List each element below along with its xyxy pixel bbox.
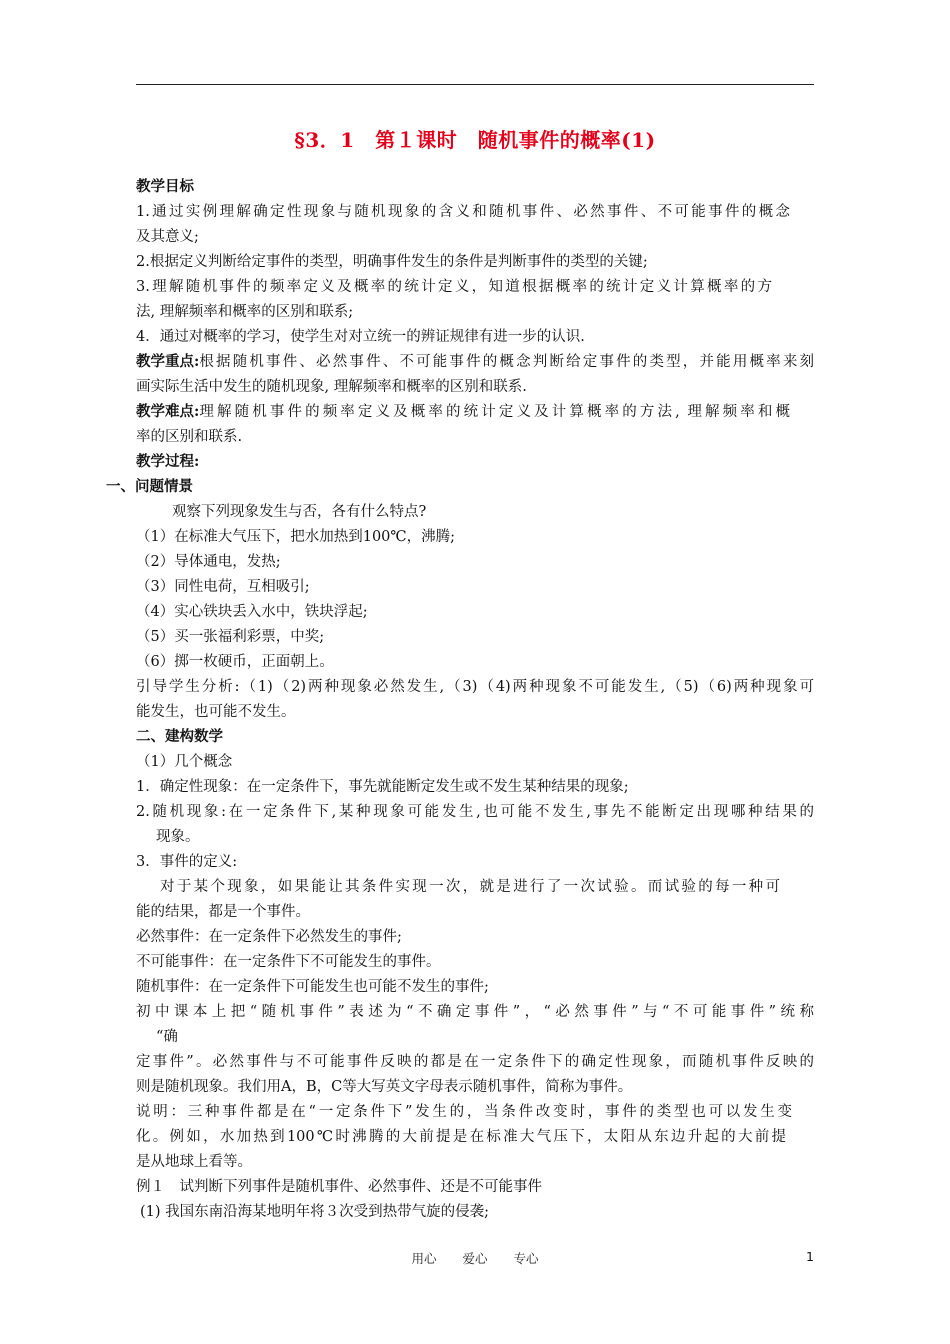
event-def-line-1: 对于某个现象，如果能让其条件实现一次，就是进行了一次试验。而试验的每一种可 <box>160 879 780 895</box>
junior-line-2: “确 <box>156 1029 178 1045</box>
process-heading: 教学过程: <box>136 453 200 470</box>
section-1-intro: 观察下列现象发生与否，各有什么特点? <box>172 504 427 520</box>
focus-line-1 <box>136 353 814 371</box>
phenomenon-3: （3）同性电荷，互相吸引; <box>136 579 310 595</box>
phenomenon-2: （2）导体通电，发热; <box>136 554 281 570</box>
difficulty-line-2: 率的区别和联系. <box>136 429 243 445</box>
concepts-subheading: （1）几个概念 <box>136 754 233 770</box>
goal-2: 2.根据定义判断给定事件的类型，明确事件发生的条件是判断事件的类型的关键; <box>136 254 648 270</box>
phenomenon-4: （4）实心铁块丢入水中，铁块浮起; <box>136 604 368 620</box>
header-rule <box>136 84 814 85</box>
goals-heading: 教学目标 <box>136 178 194 195</box>
focus-line-2: 画实际生活中发生的随机现象, 理解频率和概率的区别和联系. <box>136 379 527 395</box>
guide-line-2: 能发生，也可能不发生。 <box>136 704 296 720</box>
concept-deterministic: 1．确定性现象：在一定条件下，事先就能断定发生或不发生某种结果的现象; <box>136 779 629 795</box>
concept-random-line-2: 现象。 <box>156 829 200 845</box>
goal-1-line-2: 及其意义; <box>136 229 199 245</box>
example-1: 例１ 试判断下列事件是随机事件、必然事件、还是不可能事件 <box>136 1179 542 1195</box>
page-number: 1 <box>806 1249 814 1264</box>
impossible-event: 不可能事件：在一定条件下不可能发生的事件。 <box>136 954 441 970</box>
difficulty-label: 教学难点: <box>136 403 200 420</box>
junior-line-1: 初中课本上把“随机事件”表述为“不确定事件”，“必然事件”与“不可能事件”统称 <box>136 1004 814 1020</box>
section-1-heading: 一、问题情景 <box>106 478 193 495</box>
junior-line-4: 则是随机现象。我们用A，B，C等大写英文字母表示随机事件，简称为事件。 <box>136 1079 633 1095</box>
note-line-3: 是从地球上看等。 <box>136 1154 252 1170</box>
page-title: §3．1 第１课时 随机事件的概率(1) <box>294 128 656 152</box>
goal-3-line-1: 3.理解随机事件的频率定义及概率的统计定义，知道根据概率的统计定义计算概率的方 <box>136 279 772 295</box>
footer-word-2: 爱心 <box>462 1251 488 1266</box>
goal-4: 4．通过对概率的学习，使学生对对立统一的辨证规律有进一步的认识. <box>136 329 585 345</box>
phenomenon-6: （6）掷一枚硬币，正面朝上。 <box>136 654 334 670</box>
footer-word-1: 用心 <box>411 1251 437 1266</box>
phenomenon-5: （5）买一张福利彩票，中奖; <box>136 629 325 645</box>
note-line-1: 说明：三种事件都是在“一定条件下”发生的，当条件改变时，事件的类型也可以发生变 <box>136 1104 792 1120</box>
difficulty-line-1 <box>136 403 790 421</box>
random-event: 随机事件：在一定条件下可能发生也可能不发生的事件; <box>136 979 489 995</box>
footer-word-3: 专心 <box>513 1251 539 1266</box>
event-def-line-2: 能的结果，都是一个事件。 <box>136 904 310 920</box>
concept-random-line-1: 2.随机现象:在一定条件下,某种现象可能发生,也可能不发生,事先不能断定出现哪种结果的 <box>136 804 814 820</box>
concept-event: 3．事件的定义: <box>136 854 238 870</box>
guide-line-1: 引导学生分析:（1)（2)两种现象必然发生,（3)（4)两种现象不可能发生,（5)（6)两种现象可 <box>136 679 814 695</box>
phenomenon-1: （1）在标准大气压下，把水加热到100℃，沸腾; <box>136 529 456 545</box>
difficulty-text-1: 理解随机事件的频率定义及概率的统计定义及计算概率的方法, 理解频率和概 <box>199 404 790 420</box>
section-2-heading: 二、建构数学 <box>136 728 223 745</box>
goal-1-line-1: 1.通过实例理解确定性现象与随机现象的含义和随机事件、必然事件、不可能事件的概念 <box>136 204 790 220</box>
goal-3-line-2: 法, 理解频率和概率的区别和联系; <box>136 304 354 320</box>
example-1-item-1: (1) 我国东南沿海某地明年将３次受到热带气旋的侵袭; <box>140 1204 490 1220</box>
focus-text-1: 根据随机事件、必然事件、不可能事件的概念判断给定事件的类型，并能用概率来刻 <box>199 354 814 370</box>
focus-label: 教学重点: <box>136 353 200 370</box>
junior-line-3: 定事件”。必然事件与不可能事件反映的都是在一定条件下的确定性现象，而随机事件反映的 <box>136 1054 814 1070</box>
note-line-2: 化。例如，水加热到100℃时沸腾的大前提是在标准大气压下，太阳从东边升起的大前提 <box>136 1129 786 1145</box>
sure-event: 必然事件：在一定条件下必然发生的事件; <box>136 929 402 945</box>
